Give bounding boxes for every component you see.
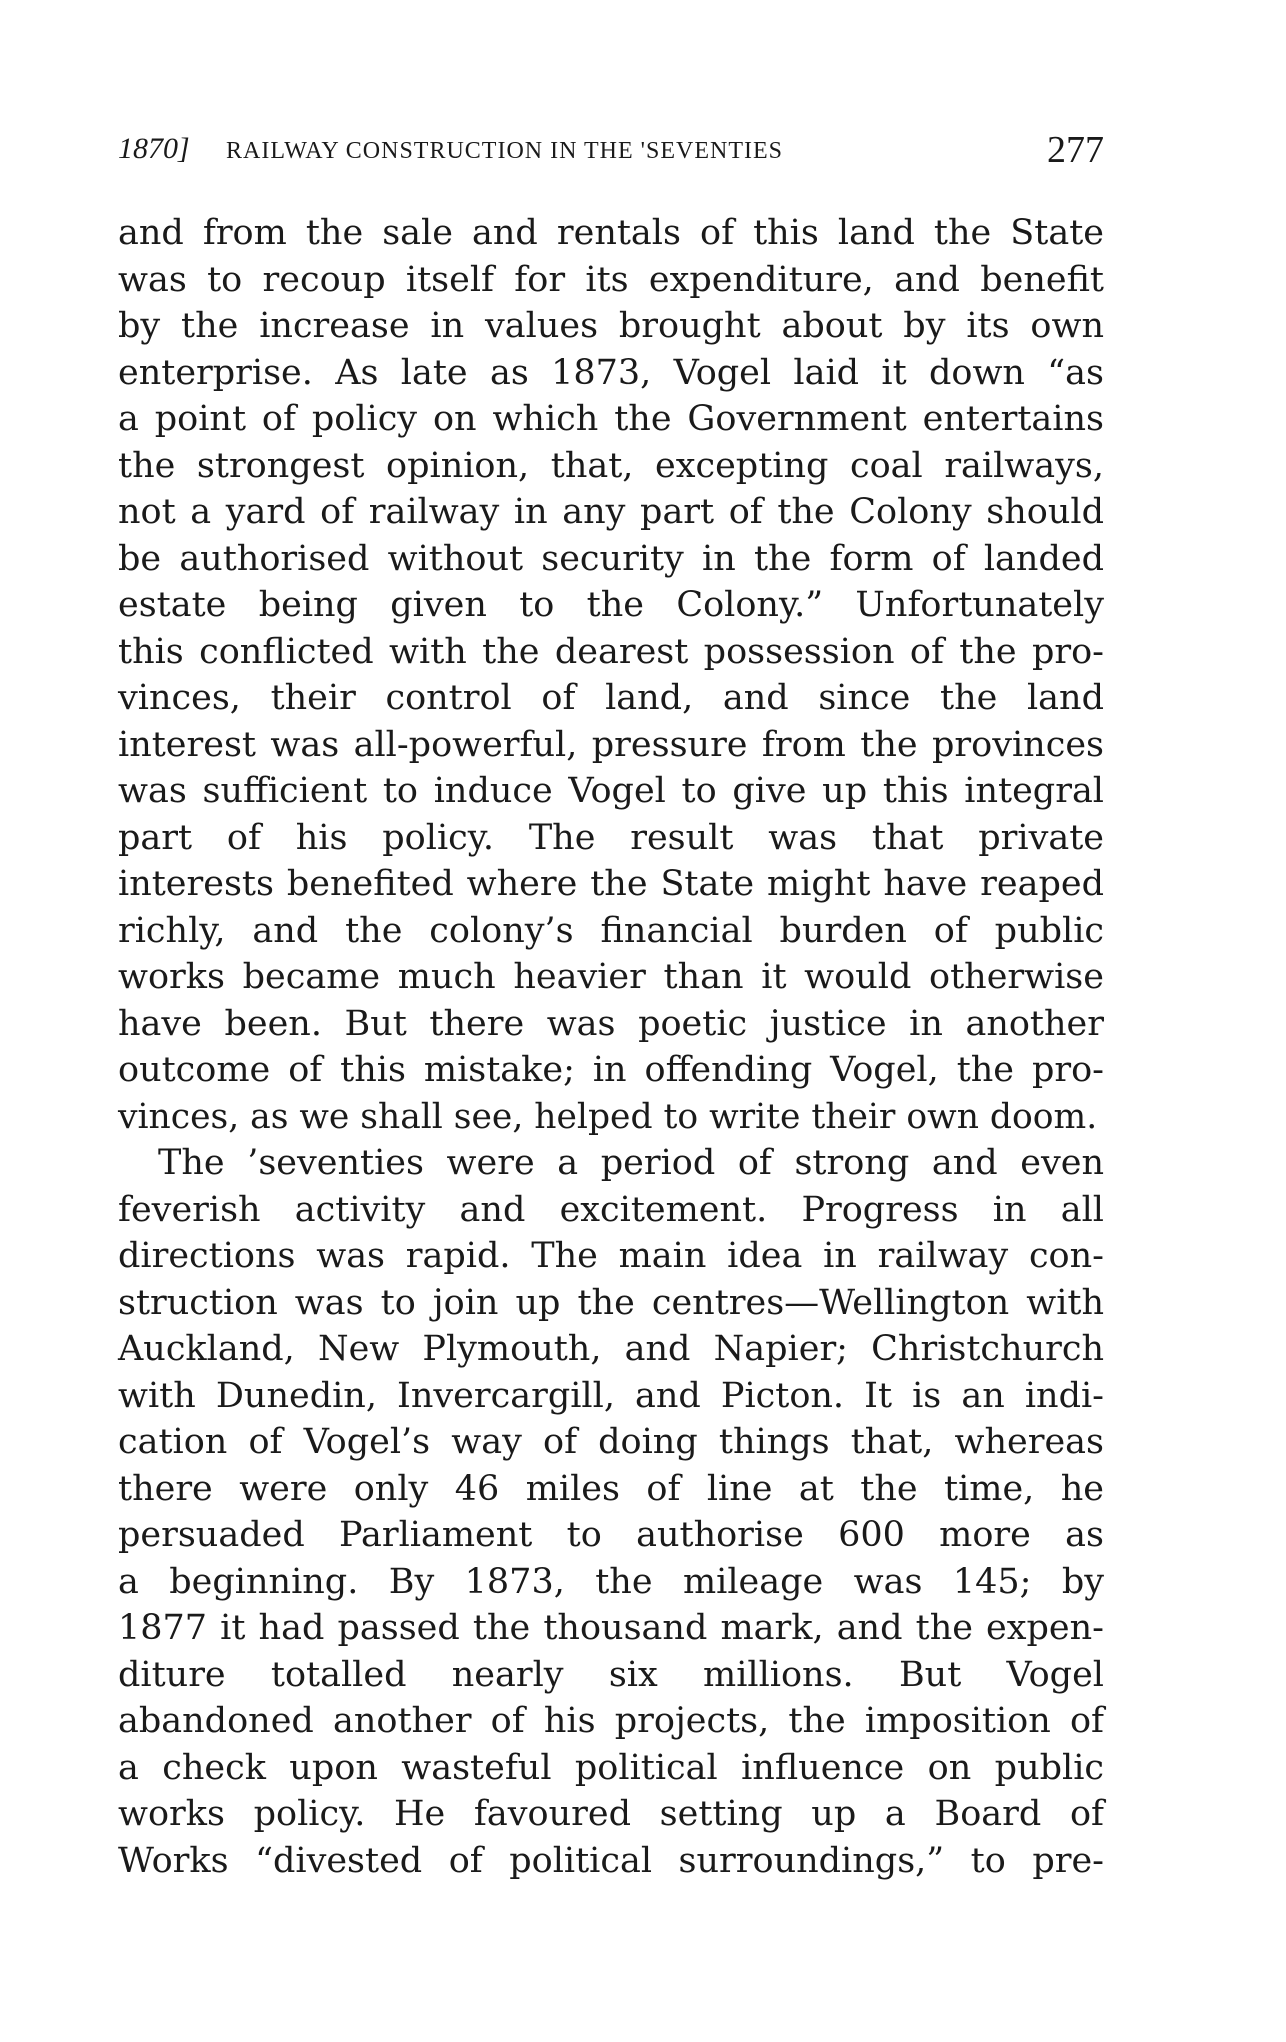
text-line: estate being given to the Colony.” Unfortunately — [118, 585, 1104, 625]
text-line: interest was all-powerful, pressure from the provinces — [118, 724, 1104, 765]
text-line: outcome of this mistake; in offending Vogel, the pro- — [118, 1050, 1104, 1090]
text-line: 1877 it had passed the thousand mark, and the expen- — [118, 1608, 1104, 1648]
running-header — [118, 128, 1104, 178]
text-line: interests benefited where the State might have reaped — [118, 864, 1104, 904]
text-line: was to recoup itself for its expenditure, and benefit — [118, 259, 1104, 300]
text-line: Auckland, New Plymouth, and Napier; Christchurch — [118, 1329, 1104, 1369]
text-line: feverish activity and excitement. Progress in all — [118, 1189, 1104, 1230]
text-line: richly, and the colony’s financial burden of public — [118, 910, 1104, 951]
text-line: The ’seventies were a period of strong and even — [158, 1143, 1104, 1183]
text-line: have been. But there was poetic justice in another — [118, 1003, 1104, 1044]
text-line: the strongest opinion, that, excepting coal railways, — [118, 445, 1104, 486]
text-line: with Dunedin, Invercargill, and Picton. It is an indi- — [118, 1375, 1104, 1416]
text-line: enterprise. As late as 1873, Vogel laid it down “as — [118, 352, 1104, 393]
header-title: RAILWAY CONSTRUCTION IN THE 'SEVENTIES — [226, 138, 783, 164]
text-line: struction was to join up the centres—Wellington with — [118, 1282, 1104, 1323]
text-line: abandoned another of his projects, the imposition of — [118, 1701, 1104, 1741]
body-text — [118, 210, 1104, 1884]
text-line: works policy. He favoured setting up a Board of — [118, 1794, 1104, 1834]
header-year: 1870] — [118, 132, 190, 165]
text-line: and from the sale and rentals of this land the State — [118, 213, 1104, 253]
paragraph — [118, 210, 1104, 1140]
text-line: there were only 46 miles of line at the time, he — [118, 1468, 1104, 1509]
text-line: vinces, their control of land, and since the land — [118, 678, 1104, 718]
paragraph — [118, 1140, 1104, 1884]
text-line: works became much heavier than it would otherwise — [118, 957, 1104, 997]
text-line: vinces, as we shall see, helped to write their own doom. — [118, 1096, 1098, 1137]
text-line: be authorised without security in the form of landed — [118, 538, 1104, 579]
page-number: 277 — [1047, 129, 1104, 171]
text-line: persuaded Parliament to authorise 600 more as — [118, 1515, 1104, 1555]
text-line: was sufficient to induce Vogel to give up this integral — [118, 771, 1104, 811]
text-line: this conflicted with the dearest possession of the pro- — [118, 631, 1104, 672]
text-line: diture totalled nearly six millions. But Vogel — [118, 1654, 1104, 1695]
text-line: a check upon wasteful political influence on public — [118, 1747, 1104, 1788]
text-line: not a yard of railway in any part of the Colony should — [118, 492, 1104, 532]
text-line: by the increase in values brought about by its own — [118, 306, 1104, 346]
text-line: a point of policy on which the Government entertains — [118, 399, 1104, 439]
text-line: Works “divested of political surroundings,” to pre- — [118, 1840, 1104, 1881]
text-line: part of his policy. The result was that private — [118, 817, 1104, 858]
text-line: a beginning. By 1873, the mileage was 145; by — [118, 1561, 1104, 1602]
text-line: cation of Vogel’s way of doing things that, whereas — [118, 1422, 1104, 1462]
text-line: directions was rapid. The main idea in railway con- — [118, 1236, 1104, 1276]
